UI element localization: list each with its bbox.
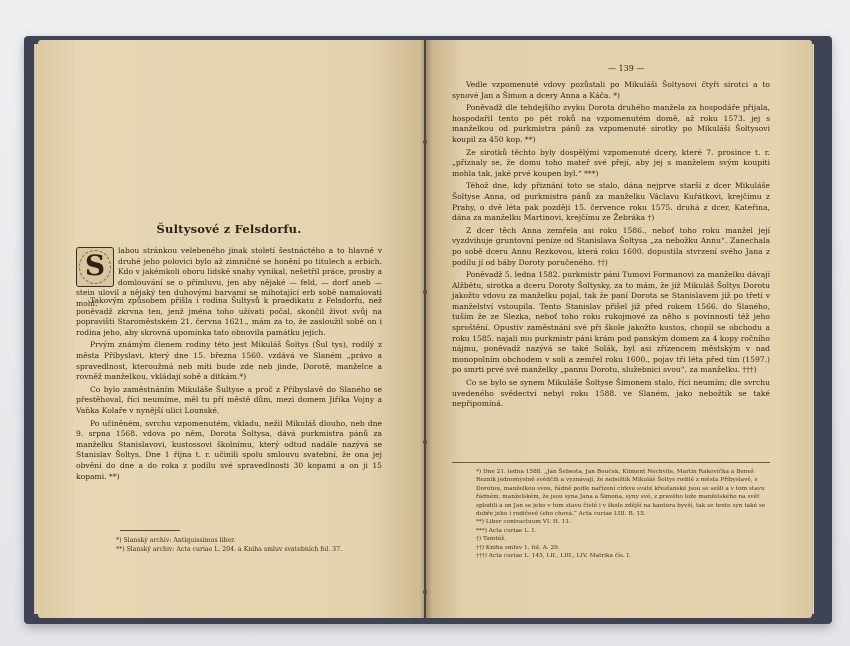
footnote: *) Slanský archiv: Antiquissimus liber.: [116, 537, 236, 544]
footnote: *) Dne 21. ledna 1588. „Jan Šebesta, Jan Bouček, Kliment Nechvile, Martin Rakovička a Beneš Rezník jednomyslně svědčili a vyznávají, že nebožtík Mikuláš Šoltys rodilé z města Příbyslavě, s Dorotou, manželkou svou, řádně podle nařízení církve svaté křesťanské jsou se sešli a v tom stavu řádném, manželském, že jsou syna Jana a Šimona, syny své, z pravého lože manželského na svět splodili a on Jan se jeho v tom stavu čisté i v škole zdější na kantora byvší, tak se tento syn také se dobře jeho i rodičově (eho chová.“ Acta curiae LIII. B. 15.: [476, 469, 766, 518]
right-body-text: [452, 80, 770, 412]
footnotes-right: [476, 468, 766, 560]
footnote: ††) Kniha smluv 1. fol. A. 29.: [476, 544, 560, 551]
paragraph: Ze sirotků těchto byly dospělými vzpomenuté dcery, které 7. prosince t. r. „přiznaly se, že domu toho mateř své přejí, aby jej s manželem svým koupiti mohla tak, jaké prvé koupen byl.“ ***): [452, 147, 770, 178]
page-number: — 139 —: [608, 64, 645, 73]
paragraph: Co bylo zaměstnáním Mikuláše Šultyse a proč z Příbyslavě do Slaného se přestěhoval, říci neumíme, měl tu pří městě dům, mezi domem Jiříka Vojny a Vaňka Kolaře v nynější ulici Lounské.: [76, 384, 382, 415]
chapter-title: Šultysové z Felsdorfu.: [156, 222, 302, 236]
paragraph: Poněvadž dle tehdejšího zvyku Dorota druhého manžela za hospodáře přijala, hospodařil tento po pět roků na vzpomenutém domě, až roku 1573. jej s manželkou od purkmistra pánů za vzpomenuté sirotky po Mikuláši Šoltysovi koupil za 450 kop. **): [452, 103, 770, 144]
footnote: ***) Acta curiae L. I.: [476, 527, 536, 534]
footnote: †) Tamtéž.: [476, 536, 507, 543]
footnote: **) Liber contractuum VI. H. 11.: [476, 519, 571, 526]
binding-stitch: [423, 440, 427, 444]
ornamental-initial: [76, 247, 114, 287]
paragraph: Poněvadž 5. ledna 1582. purkmistr páni Tumovi Formanovi za manželku dávají Alžbětu, sirotka a dceru Doroty Šoltysky, za to mám, že již Mikuláš Šoltys Dorotu jakožto vdovu za manželku pojal, tak že paní Dorota se Stanislavem již po třetí v manželství vstoupila. Tento Stanislav přišel již před rokem 1566. do Slaného, tuším že ze Slezka, neboť toho roku rukojmové za něho s povinností též jeho sproštění. Opustiv zaměstnání své při škole jakožto kustos, chopil se obchodu a roku 1585. najali mu purkmistr páni krám pod panským domem za 4 kopy ročního nájmu, poněvadž nazývá se také Solák, byl asi zřízencem městským v nad monopolním obchodem v soli a zemřel roku 1600., pojav tři léta před tím (1597.) po smrti prvé své manželky „pannu Dorotu, služebnici svou“, za manželku. †††): [452, 270, 770, 375]
paragraph: Co se bylo se synem Mikuláše Šoltyse Šimonem stalo, říci neumím; dle svrchu uvedeného svědectví nebyl roku 1588. ve Slaném, jako nebožtík se také nepřipomíná.: [452, 378, 770, 409]
left-body-text: [76, 296, 382, 484]
initial-letter: S: [84, 249, 106, 282]
binding-stitch: [423, 590, 427, 594]
paragraph: Takovým způsobem přišla i rodina Šultysů k praedikatu z Felsdorfu, než poněvadž zkrvna ten, jenž jména toho užívati počal, skončil život svůj na popravišti Staroměstském 21. června 1621., mám za to, že zasloužil sobě on i rodina jeho, aby skrovná upomínka tato obnovila památku jejich.: [76, 296, 382, 337]
binding-stitch: [423, 290, 427, 294]
paragraph: Téhož dne, kdy přiznání toto se stalo, dána nejprve starší z dcer Mikuláše Šoltyse Anna, od purkmistra pánů za manželku Václavu Kuřátkovi, krejčímu z Prahy, o dvě léta pak později 15. července roku 1575. druhá z dcer, Kateřina, dána za manželku Martinovi, krejčímu ze Žebráka †): [452, 181, 770, 223]
binding-stitch: [423, 140, 427, 144]
paragraph: Po učiněném, svrchu vzpomenutém, vkladu, nežil Mikuláš dlouho, neb dne 9. srpna 1568. vdova po něm, Dorota Šoltysa, dává purkmistra pánů za manželku Stanislavovi, kustossovi školnímu, který odtud nadále nazývá se Stanislav Šoltys. Dne 1 října t. r. učinili spolu smlouvu svatební, že ona jej obvění do dne a do roka z podílu své spravedlnosti 30 kopami a on ji 15 kopami. **): [76, 418, 382, 481]
footnote: †††) Acta curiae L. 145, LII., LIII., LIV. Matrika čís. I.: [476, 553, 631, 560]
paragraph: Z dcer těch Anna zemřela asi roku 1586., neboť toho roku manžel její vyzdvihuje gruntovní peníze od Stanislava Šoltysa „za nebožku Annu“. Zanechala po sobě dceru Annu Rezkovou, která roku 1600. dopustila stvrzení svého Jana z podílu jí od báby Doroty poručeného. ††): [452, 225, 770, 267]
book-gutter: [420, 40, 432, 618]
footnote-divider: [452, 462, 770, 463]
footnotes-left: [116, 536, 386, 554]
paragraph: Prvým známým členem rodiny této jest Mikuláš Šoltys (Šul tys), rodilý z města Příbyslavi, který dne 15. března 1560. vzdává ve Slaném „právo a spravedlnost, kteroužmá neb míti bude zde neb jinde, Dorotě, manželce a rovněž manželkou, vkládají sobě a ditkám.*): [76, 340, 382, 382]
intro-paragraph: labou stránkou velebeného jinak století šestnáctého a to hlavně v druhé jeho polovici bylo až zimničné se honění po titulech a erbích. Kdo v jakémkoli oboru lidské snahy vynikal, nešetřil práce, prosby a domlouvání se o přímluvu, jen aby nějaké — feld, — dorf aneb — stein ulovil a nějaký ten duhovými barvami se mihotající erb sobě namalovati mohl.: [76, 246, 382, 308]
footnote: **) Slanský archiv: Acta curiae L. 204. a Kniha smluv svatebních fol. 37.: [116, 546, 343, 553]
paragraph: Vedle vzpomenuté vdovy pozůstali po Mikuláši Šoltysovi čtyři sirotci a to synové Jan a Šimon a dcery Anna a Káča. *): [452, 80, 770, 100]
footnote-divider: [120, 530, 180, 531]
